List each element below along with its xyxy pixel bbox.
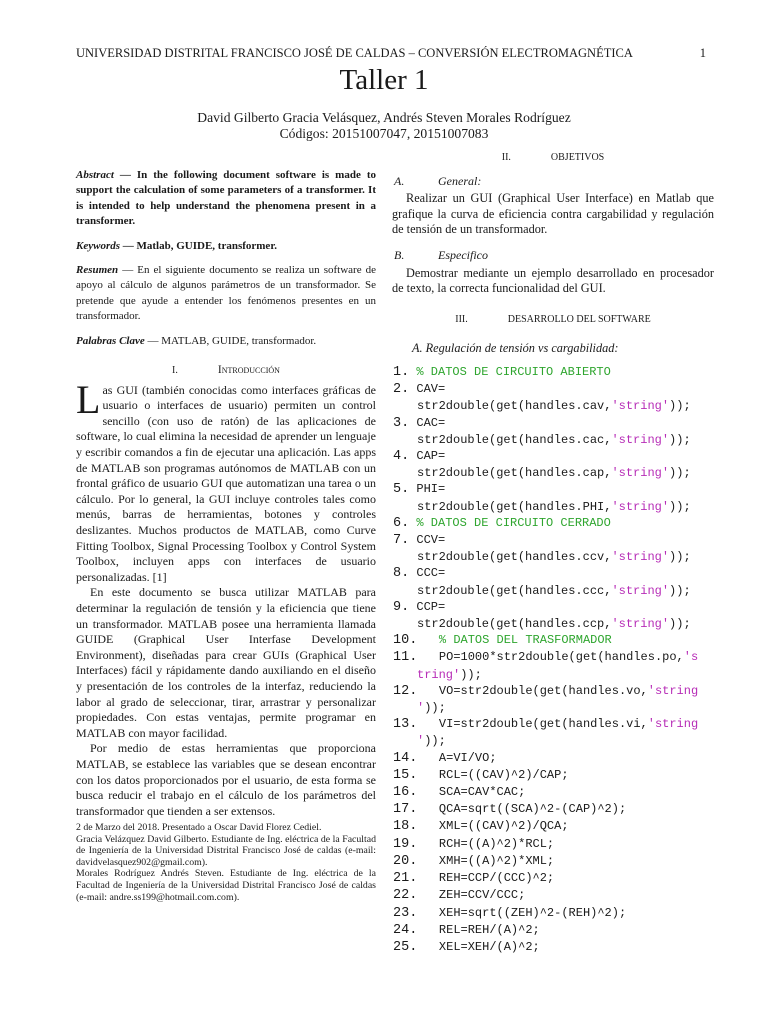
line-number: 24. (393, 922, 418, 938)
code-comment: % DATOS DE CIRCUITO ABIERTO (416, 365, 611, 379)
left-column (76, 168, 376, 819)
code-string: 'string (647, 717, 699, 732)
abstract (76, 168, 376, 230)
code-string: ' (417, 701, 425, 716)
code-token: CCC= (409, 566, 446, 581)
desarrollo-subtitle: A. Regulación de tensión vs cargabilidad: (412, 341, 619, 356)
code-token: VI=str2double(get(handles.vi, (417, 717, 648, 732)
code-token: REL=REH/(A)^2; (417, 922, 540, 937)
code-string: 'string' (611, 399, 670, 414)
code-line-continuation (393, 583, 713, 599)
code-token: )); (669, 399, 691, 414)
section-title: OBJETIVOS (550, 152, 605, 163)
line-number: 20. (393, 853, 418, 869)
palabras-text: — MATLAB, GUIDE, transformador. (144, 334, 317, 347)
line-number: 19. (393, 836, 418, 852)
code-token: CAC= (409, 415, 446, 430)
code-line (393, 750, 713, 767)
code-line (393, 922, 713, 939)
keywords-text: — Matlab, GUIDE, transformer. (120, 239, 277, 252)
code-token: XEH=sqrt((ZEH)^2-(REH)^2); (417, 905, 627, 920)
code-string: tring' (417, 667, 461, 682)
code-string: ' (417, 734, 425, 749)
line-number: 18. (393, 819, 418, 835)
right-column (392, 150, 714, 357)
line-number: 25. (393, 939, 418, 955)
code-token: )); (669, 466, 691, 481)
section-heading-objetivos (392, 150, 714, 166)
footnote (76, 822, 376, 903)
code-line (393, 767, 713, 784)
line-number: 1. (393, 365, 410, 380)
author-block (0, 110, 768, 142)
section-number: III. (455, 313, 468, 325)
code-token: XEL=XEH/(A)^2; (417, 939, 540, 954)
code-token: )); (669, 550, 691, 565)
subsection-title: General: (438, 173, 482, 188)
section-number: II. (501, 152, 511, 163)
keywords (76, 239, 376, 254)
line-number: 9. (393, 599, 410, 615)
code-token (417, 633, 439, 647)
code-token: QCA=sqrt((SCA)^2-(CAP)^2); (417, 802, 627, 817)
code-token: )); (669, 583, 691, 598)
subsection-general (392, 174, 714, 190)
section-title: Introducción (217, 364, 280, 377)
code-line-continuation (393, 432, 713, 448)
code-line (393, 481, 713, 498)
line-number: 14. (393, 750, 418, 766)
code-comment: % DATOS DE CIRCUITO CERRADO (416, 515, 611, 530)
code-token: str2double(get(handles.ccv, (417, 550, 612, 565)
code-line (393, 887, 713, 904)
page-number: 1 (699, 46, 706, 60)
code-line-continuation (393, 398, 713, 414)
intro-body (76, 376, 376, 820)
section-title: DESARROLLO DEL SOFTWARE (507, 313, 651, 325)
code-token: RCH=((A)^2)*RCL; (417, 836, 555, 851)
intro-paragraph-3: Por medio de estas herramientas que proporciona MATLAB, se establece las variables que se desean encontrar con los datos proporcionados por el usuario, de esta forma se busca reducir el trabajo en el cálculo de los parámetros del transformador que tienden a ser extensos. (76, 741, 376, 818)
code-line (393, 515, 713, 532)
code-token: PHI= (409, 482, 446, 497)
code-token: )); (669, 499, 691, 514)
paper-title: Taller 1 (339, 64, 429, 96)
code-string: 'string' (611, 583, 670, 598)
code-token: REH=CCP/(CCC)^2; (417, 871, 555, 886)
code-token: str2double(get(handles.cav, (417, 399, 612, 414)
intro-paragraph-1 (76, 376, 376, 586)
code-comment: % DATOS DEL TRASFORMADOR (438, 633, 612, 648)
student-codes: Códigos: 20151007047, 20151007083 (279, 126, 489, 141)
code-line-continuation (393, 549, 713, 565)
line-number: 22. (393, 888, 418, 904)
footnote-date: 2 de Marzo del 2018. Presentado a Oscar David Florez Cediel. (76, 822, 322, 833)
code-line (393, 905, 713, 922)
intro-text-1: as GUI (también conocidas como interfaces gráficas de usuario o interfaces de usuario) permiten un control sencillo (con uso de ratón) de las aplicaciones de software, lo cual elimina la necesidad de aprender un lenguaje y escribir comandos a fin de ejecutar una aplicación. Las apps de MATLAB son programas autónomos de MATLAB con un frontal gráfico de usuario GUI que automatizan una tarea o un cálculo. Por lo general, la GUI incluye controles tales como menús, barras de herramientas, botones y controles deslizantes. Muchos productos de MATLAB, como Curve Fitting Toolbox, Signal Processing Toolbox y Control System Toolbox, incluyen apps con interfaces de usuario personalizadas. [1] (76, 382, 376, 584)
code-line (393, 532, 713, 549)
resumen (76, 263, 376, 325)
resumen-label: Resumen (76, 264, 119, 277)
line-number: 4. (393, 449, 410, 465)
line-number: 15. (393, 767, 418, 783)
line-number: 2. (393, 382, 410, 398)
code-string: 'string' (611, 499, 670, 514)
code-line (393, 415, 713, 432)
code-line (393, 716, 713, 733)
line-number: 17. (393, 802, 418, 818)
code-token: str2double(get(handles.ccp, (417, 617, 612, 632)
keywords-label: Keywords (76, 239, 120, 252)
subsection-letter: B. (394, 247, 405, 262)
line-number: 10. (393, 633, 418, 649)
code-line (393, 632, 713, 649)
line-number: 23. (393, 905, 418, 921)
code-token: CAV= (409, 382, 446, 397)
authors: David Gilberto Gracia Velásquez, Andrés Steven Morales Rodríguez (197, 110, 571, 125)
code-line (393, 683, 713, 700)
running-header (76, 46, 706, 61)
code-token: SCA=CAV*CAC; (417, 785, 526, 800)
section-heading-desarrollo (392, 312, 714, 328)
line-number: 3. (393, 415, 410, 431)
code-token: XML=((CAV)^2)/QCA; (417, 819, 569, 834)
code-string: 'string' (611, 432, 670, 447)
subsection-letter: A. (394, 173, 405, 188)
code-line (393, 939, 713, 956)
intro-paragraph-2: En este documento se busca utilizar MATLAB para determinar la regulación de tensión y la eficiencia que tiene un transformador. MATLAB posee una herramienta llamada GUIDE (Graphical User Interfase Development Environment), diseñadas para crear GUIs (Graphical User Interfaces) fácil y rápidamente dando auxiliando en el diseño y presentación de los controles de la interfaz, reduciendo la labor al grado de seleccionar, tirar, arrastrar y personalizar propiedades. Con estas ventajas, permite programar en MATLAB con mayor facilidad. (76, 585, 376, 740)
code-listing (393, 364, 713, 956)
line-number: 11. (393, 650, 418, 666)
code-token: PO=1000*str2double(get(handles.po, (417, 650, 684, 665)
code-token: )); (460, 667, 482, 682)
code-line (393, 818, 713, 835)
code-string: 'string' (611, 617, 670, 632)
code-token: RCL=((CAV)^2)/CAP; (417, 767, 569, 782)
code-line-continuation (393, 616, 713, 632)
code-token: )); (424, 701, 446, 716)
abstract-label: Abstract (76, 169, 114, 181)
code-line (393, 448, 713, 465)
abstract-text: — In the following document software is made to support the calculation of some parameters of a transformer. It is intended to help understand the phenomena present in a transformer. (76, 169, 376, 228)
code-line-continuation (393, 499, 713, 515)
code-line-continuation (393, 667, 713, 683)
line-number: 7. (393, 533, 410, 549)
line-number: 16. (393, 785, 418, 801)
code-line-continuation (393, 465, 713, 481)
footnote-author-2: Morales Rodríguez Andrés Steven. Estudiante de Ing. eléctrica de la Facultad de Ingeniería de la Universidad Distrital Francisco José de caldas (e-mail: andre.ss199@hotmail.com.com). (76, 868, 376, 903)
code-token: CAP= (409, 449, 446, 464)
code-token: CCV= (409, 533, 446, 548)
code-token: str2double(get(handles.PHI, (417, 499, 612, 514)
code-line (393, 853, 713, 870)
code-string: 's (683, 650, 699, 665)
code-token: ZEH=CCV/CCC; (417, 888, 526, 903)
code-token: )); (424, 734, 446, 749)
palabras-label: Palabras Clave (76, 334, 145, 347)
running-title: UNIVERSIDAD DISTRITAL FRANCISCO JOSÉ DE CALDAS – CONVERSIÓN ELECTROMAGNÉTICA (76, 46, 633, 60)
section-number: I. (172, 365, 178, 377)
code-token: str2double(get(handles.cac, (417, 432, 612, 447)
code-string: 'string (647, 683, 699, 698)
code-line (393, 784, 713, 801)
code-token: A=VI/VO; (417, 750, 497, 765)
code-token: CCP= (409, 599, 446, 614)
line-number: 21. (393, 871, 418, 887)
code-line (393, 870, 713, 887)
subsection-title: Especifico (438, 247, 488, 262)
drop-cap: L (76, 376, 101, 422)
code-line (393, 565, 713, 582)
footnote-author-1: Gracia Velázquez David Gilberto. Estudiante de Ing. eléctrica de la Facultad de Ingeniería de la Universidad Distrital Francisco José de caldas (e-mail: davidvelasquez902@gmail.com). (76, 833, 376, 868)
palabras-clave (76, 334, 376, 349)
general-text: Realizar un GUI (Graphical User Interface) en Matlab que grafique la curva de eficiencia contra cargabilidad y regulación de tensión de un transformador. (392, 191, 714, 237)
code-line (393, 599, 713, 616)
subsection-especifico (392, 248, 714, 264)
resumen-text: — En el siguiente documento se realiza un software de apoyo al cálculo de algunos parámetros de un transformador. Se pretende que ayude a entender los fenómenos presentes en un transformador. (76, 264, 376, 323)
code-line-continuation (393, 733, 713, 749)
code-line-continuation (393, 700, 713, 716)
code-token: )); (669, 432, 691, 447)
line-number: 8. (393, 566, 410, 582)
code-token: str2double(get(handles.ccc, (417, 583, 612, 598)
code-line (393, 836, 713, 853)
code-string: 'string' (611, 466, 670, 481)
especifico-text: Demostrar mediante un ejemplo desarrollado en procesador de texto, la correcta funcionalidad del GUI. (392, 265, 714, 296)
line-number: 6. (393, 515, 410, 531)
code-line (393, 649, 713, 666)
code-line (393, 381, 713, 398)
code-token: VO=str2double(get(handles.vo, (417, 683, 648, 698)
section-heading-intro (76, 363, 376, 379)
code-token: XMH=((A)^2)*XML; (417, 853, 555, 868)
code-line (393, 364, 713, 381)
line-number: 12. (393, 683, 418, 699)
code-token: )); (669, 617, 691, 632)
code-line (393, 801, 713, 818)
line-number: 13. (393, 717, 418, 733)
line-number: 5. (393, 482, 410, 498)
code-token: str2double(get(handles.cap, (417, 466, 612, 481)
code-string: 'string' (611, 550, 670, 565)
